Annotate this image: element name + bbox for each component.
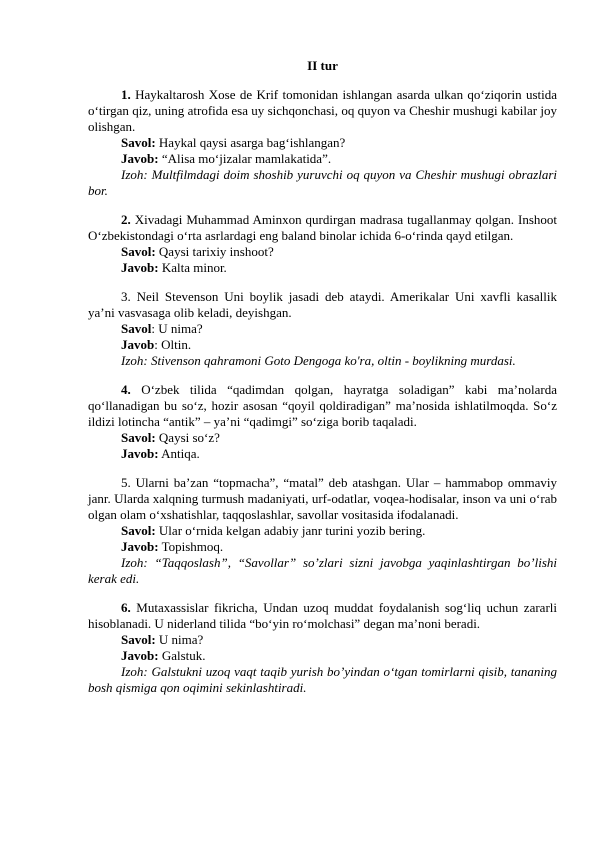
question-text: 4. O‘zbek tilida “qadimdan qolgan, hayratga soladigan” kabi ma’nolarda qo‘llanadigan bu so‘z, hozir asosan “qoyil qoldiradigan” ma’nosida ishlatilmoqda. So‘z ildizi lotincha “antik” – ya’ni “qadimgi” so‘ziga borib taqaladi.: [88, 382, 557, 429]
savol-line: Savol: Haykal qaysi asarga bag‘ishlangan?: [121, 135, 346, 150]
question-5: [88, 475, 557, 587]
question-1: [88, 87, 557, 199]
izoh-note: Izoh: Stivenson qahramoni Goto Dengoga ko'ra, oltin - boylikning murdasi.: [121, 353, 516, 368]
question-number: 6.: [121, 600, 131, 615]
question-number: 5.: [121, 475, 131, 490]
javob-line: Javob: Topishmoq.: [121, 539, 224, 554]
question-number: 4.: [121, 382, 131, 397]
question-6: [88, 600, 557, 696]
question-4: [88, 382, 557, 462]
question-number: 2.: [121, 212, 131, 227]
javob-line: Javob: Kalta minor.: [121, 260, 227, 275]
question-2: [88, 212, 557, 276]
savol-line: Savol: Qaysi so‘z?: [121, 430, 220, 445]
savol-line: Savol: Qaysi tarixiy inshoot?: [121, 244, 274, 259]
javob-line: Javob: Galstuk.: [121, 648, 206, 663]
javob-line: Javob: Oltin.: [121, 337, 192, 352]
savol-line: Savol: U nima?: [121, 321, 203, 336]
savol-line: Savol: U nima?: [121, 632, 204, 647]
question-number: 3.: [121, 289, 131, 304]
question-text: 1. Haykaltarosh Xose de Krif tomonidan ishlangan asarda ulkan qo‘ziqorin ustida o‘tirgan qiz, uning atrofida esa uy sichqonchasi, oq quyon va Cheshir mushugi kabilar joy olishgan.: [88, 87, 557, 134]
savol-line: Savol: Ular o‘rnida kelgan adabiy janr turini yozib bering.: [121, 523, 426, 538]
izoh-note: Izoh: “Taqqoslash”, “Savollar” so’zlari sizni javobga yaqinlashtirgan bo’lishi kerak edi.: [88, 555, 557, 586]
question-text: 3. Neil Stevenson Uni boylik jasadi deb ataydi. Amerikalar Uni xavfli kasallik ya’ni vasvasaga olib keladi, deyishgan.: [88, 289, 557, 320]
question-text: 2. Xivadagi Muhammad Aminxon qurdirgan madrasa tugallanmay qolgan. Inshoot O‘zbekistondagi o‘rta asrlardagi eng baland binolar ichida 6-o‘rinda qayd etilgan.: [88, 212, 557, 243]
question-text: 5. Ularni ba’zan “topmacha”, “matal” deb atashgan. Ular – hammabop ommaviy janr. Ularda xalqning turmush madaniyati, urf-odatlar, voqea-hodisalar, inson va uni o‘rab olgan olam o‘xshatishlar, taqqoslashlar, savollar vositasida ifodalanadi.: [88, 475, 557, 522]
question-text: 6. Mutaxassislar fikricha, Undan uzoq muddat foydalanish sog‘liq uchun zararli hisoblanadi. U niderland tilida “bo‘yin ro‘molchasi” degan ma’noni beradi.: [88, 600, 557, 631]
question-3: [88, 289, 557, 369]
javob-line: Javob: Antiqa.: [121, 446, 200, 461]
izoh-note: Izoh: Multfilmdagi doim shoshib yuruvchi oq quyon va Cheshir mushugi obrazlari bor.: [88, 167, 557, 198]
izoh-note: Izoh: Galstukni uzoq vaqt taqib yurish bo’yindan o‘tgan tomirlarni qisib, tananing bosh qismiga qon oqimini sekinlashtiradi.: [88, 664, 557, 695]
page-title: II tur: [307, 58, 338, 73]
question-number: 1.: [121, 87, 131, 102]
javob-line: Javob: “Alisa mo‘jizalar mamlakatida”.: [121, 151, 332, 166]
